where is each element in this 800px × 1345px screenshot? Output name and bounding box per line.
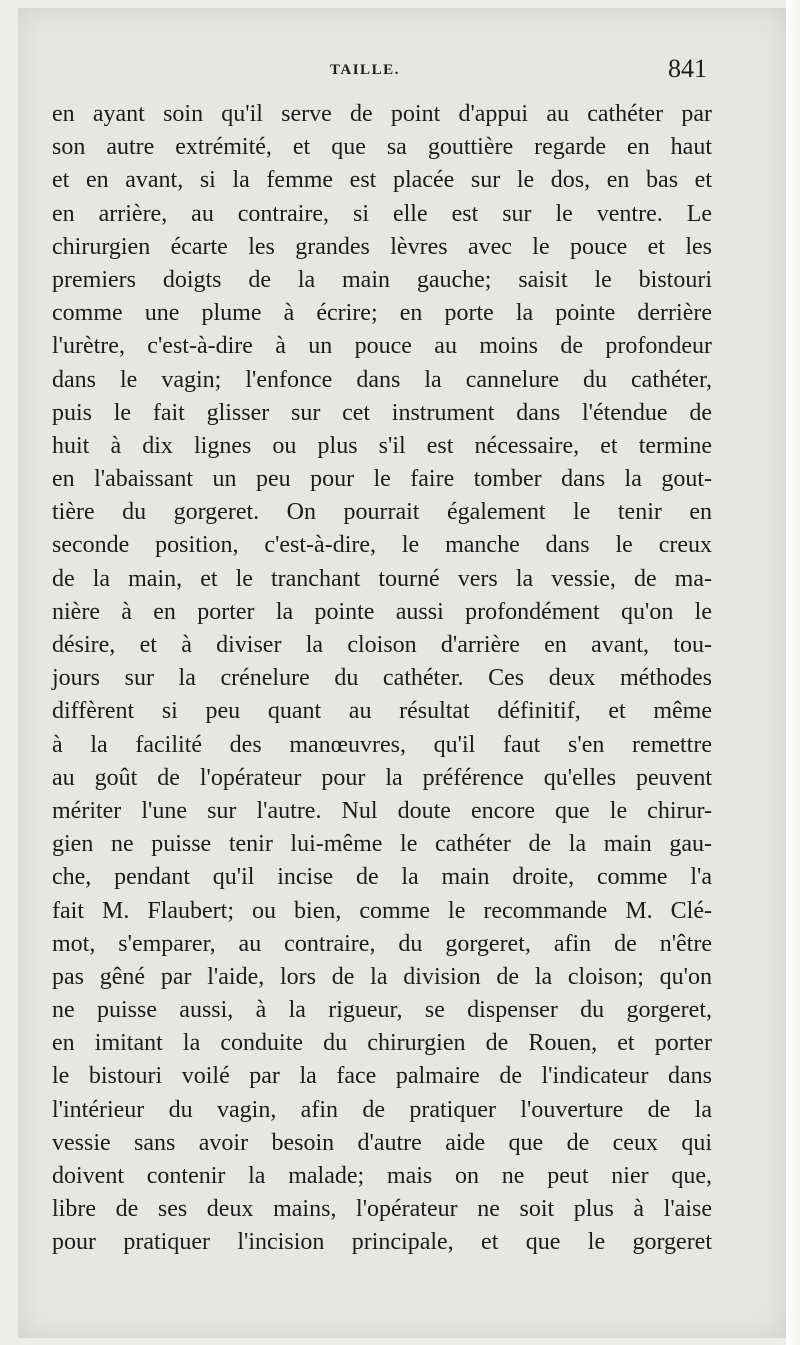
text-line: diffèrent si peu quant au résultat définitif, et même — [52, 698, 712, 725]
text-line: tière du gorgeret. On pourrait également le tenir en — [52, 499, 712, 526]
text-line: che, pendant qu'il incise de la main droite, comme l'a — [52, 864, 712, 891]
text-line: le bistouri voilé par la face palmaire de l'indicateur dans — [52, 1063, 712, 1090]
text-line: en l'abaissant un peu pour le faire tomber dans la gout- — [52, 466, 712, 493]
text-line: fait M. Flaubert; ou bien, comme le recommande M. Clé- — [52, 897, 712, 924]
running-head — [0, 54, 800, 88]
text-line: dans le vagin; l'enfonce dans la cannelure du cathéter, — [52, 366, 712, 393]
text-line: pas gêné par l'aide, lors de la division de la cloison; qu'on — [52, 963, 712, 990]
text-line: vessie sans avoir besoin d'autre aide que de ceux qui — [52, 1129, 712, 1156]
text-line: huit à dix lignes ou plus s'il est nécessaire, et termine — [52, 432, 712, 459]
text-line: nière à en porter la pointe aussi profondément qu'on le — [52, 598, 712, 625]
text-line: premiers doigts de la main gauche; saisit le bistouri — [52, 266, 712, 293]
text-line: à la facilité des manœuvres, qu'il faut s'en remettre — [52, 731, 712, 758]
running-head-title: TAILLE. — [330, 62, 400, 78]
text-line: chirurgien écarte les grandes lèvres avec le pouce et les — [52, 233, 712, 260]
text-line: puis le fait glisser sur cet instrument dans l'étendue de — [52, 399, 712, 426]
text-line: jours sur la crénelure du cathéter. Ces deux méthodes — [52, 665, 712, 692]
text-line: en ayant soin qu'il serve de point d'appui au cathéter par — [52, 101, 712, 127]
text-line: l'urètre, c'est-à-dire à un pouce au moins de profondeur — [52, 333, 712, 360]
page-edge — [786, 0, 800, 1345]
text-line: et en avant, si la femme est placée sur le dos, en bas et — [52, 167, 712, 194]
text-line: seconde position, c'est-à-dire, le manche dans le creux — [52, 532, 712, 559]
text-line: ne puisse aussi, à la rigueur, se dispenser du gorgeret, — [52, 997, 712, 1024]
text-line: pour pratiquer l'incision principale, et que le gorgeret — [52, 1229, 712, 1256]
page-number: 841 — [668, 54, 707, 83]
text-line: doivent contenir la malade; mais on ne peut nier que, — [52, 1163, 712, 1189]
text-line: gien ne puisse tenir lui-même le cathéter de la main gau- — [52, 831, 712, 858]
text-line: mériter l'une sur l'autre. Nul doute encore que le chirur- — [52, 797, 712, 824]
text-line: au goût de l'opérateur pour la préférence qu'elles peuvent — [52, 764, 712, 791]
text-line: son autre extrémité, et que sa gouttière regarde en haut — [52, 134, 712, 161]
text-line: en imitant la conduite du chirurgien de Rouen, et porter — [52, 1030, 712, 1057]
text-line: en arrière, au contraire, si elle est sur le ventre. Le — [52, 200, 712, 227]
text-line: libre de ses deux mains, l'opérateur ne soit plus à l'aise — [52, 1196, 712, 1223]
text-line: de la main, et le tranchant tourné vers la vessie, de ma- — [52, 565, 712, 592]
text-line: désire, et à diviser la cloison d'arrière en avant, tou- — [52, 632, 712, 658]
text-line: l'intérieur du vagin, afin de pratiquer l'ouverture de la — [52, 1096, 712, 1123]
body-text — [52, 98, 712, 1260]
text-line: comme une plume à écrire; en porte la pointe derrière — [52, 300, 712, 327]
text-line: mot, s'emparer, au contraire, du gorgeret, afin de n'être — [52, 930, 712, 957]
